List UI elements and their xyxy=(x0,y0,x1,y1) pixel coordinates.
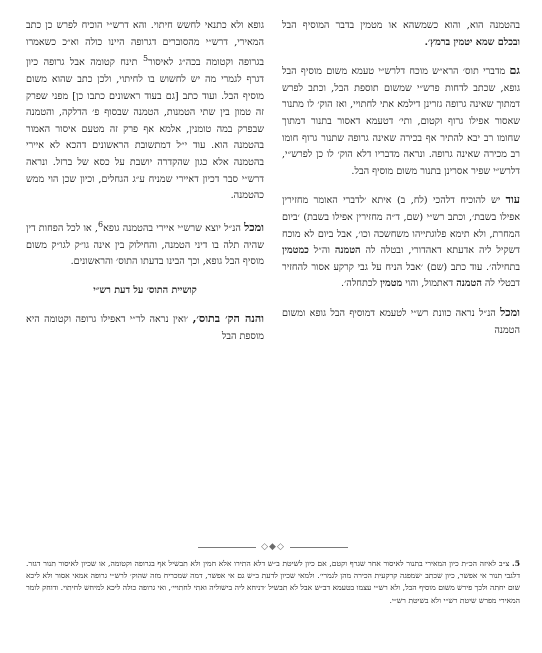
paragraph: בהטמנה הוא, והוא כשמשהא או מטמין בדבר המוסיף הבל ובכלם שמא יטמין ברמץ׳. xyxy=(282,20,520,48)
paragraph: עוד יש להוכיח דלהכי (לח, ב) איתא ׳לדברי האומר מחזירין אפילו בשבת׳, וכתב רש״י (שם, ד״ה מחזירין אפילו בשבת) ׳ביום המחרת, ולא תימא פלוגתייהו משחשכה וכו׳, אבל ביום לא מוכח דשקיל ליה אדעתא דאהדורי, ובטלה לה הטמנה וה״ל כמטמין בתחילה׳. עוד כתב (שם) ׳אבל הניח על גבי קרקע אסור להחזיר דבטלי לה הטמנה דאתמול, והוי מטמין לכתחלה׳. xyxy=(282,193,520,290)
right-column xyxy=(282,18,520,538)
ornamental-divider xyxy=(26,542,520,552)
diamond-ornament-icon: ◇◆◇ xyxy=(261,542,285,552)
footnote-ref[interactable]: 6 xyxy=(97,219,104,229)
divider-line xyxy=(290,547,348,548)
lead-word: עוד xyxy=(505,193,520,207)
paragraph: ומכל הנ״ל נראה כוונת רש״י לטעמא דמוסיף הבל גופא ומשום הטמנה xyxy=(282,305,520,336)
paragraph: ומכל הנ״ל יוצא שרש״י איירי בהטמנה גופא$^6$, או לכל הפחות דין שהיה תלה בו דיני הטמנה, והחילוק בין אינה גו״ק לגו״ק משום מוסיף הבל גופא, וכך הבינו בדעתו התוס׳ והראשונים. xyxy=(26,219,264,268)
bold-phrase: ובכלם שמא יטמין ברמץ׳. xyxy=(424,36,520,48)
lead-word: ומכל xyxy=(244,220,264,234)
footnote xyxy=(26,558,520,607)
footnote-number: 5. xyxy=(512,559,520,568)
section-heading: קושיית התוס׳ על דעת רש״י xyxy=(93,284,197,296)
lead-word: ומכל xyxy=(500,305,520,319)
lead-word: גם xyxy=(509,64,520,78)
paragraph: גופא ולא כתנאי לחשש חיתוי. והא דרש״י הוכיח לפרש כן כתב המאירי, דרש״י מהסוברים דגרופה היינו כולה וא״כ כשאמרו בגרופה וקטומה בכה״ג לאיסור$^5$ תינח קטומה אבל גרופה כיון דגרף לגמרי מה יש לחשוש בו לחיתוי, ולכן כתב שהוא משום מוסיף הבל. ועוד כתב [גם בעוד ראשונים כתבו כן] מפני שפרק זה טמון בין שתי הטמנות, הטמנה שבסוף פ׳ הדלקה, והטמנה שבפרק במה טומנין, אלמא אף פרק זה מטעם איסור האמור בהטמנה הוא. עוד י״ל דמתשובת הראשונים דהכא לא איירי בהטמנה אלא כגון שהקדרה יושבת על כסא של ברזל. ונראה דרש״י סבר דכיון דאיירי שמניח ע״ג הגחלים, וכיון שכן הוי ממש כהטמנה. xyxy=(26,20,264,202)
footnote-text: צ״ב לאיזה הכ״ת כיון המאירי בתנור לאיסור אחר שגרף וקטם, אם כיון לשיטת ב״ש דלא התירו אלא חמין ולא תבשיל אף בגרופה וקטומה, או שכיון לאיסור תנור דגזר. דלגבי תנור אי אפשר, כיון שכתב ׳שמפגה קרקעית הכירה מהן לגמרי׳. ולמאי שכיון לדעת ב״ש גם אי אפשר, דמה שמכריח מזה שהוק׳ לרש״י גרופה אמאי אסור ולא ליכא שום יחתה ולכך פירש משום מוסיף הבל, ולא רש״י עצמו בטעמא דב״ש אבל לא תבשיל ׳דניחא ליה בישוליה ואתי לחתויי׳, ואי גרופה כולה ליכא למיחש לחיתוי. ודוחק לומר המאירי מפרש שיטת רש״י ולא בשיטת רש״י. xyxy=(26,559,520,605)
paragraph: גם מדברי תוס׳ הרא״ש מוכח דלרש״י טעמא משום מוסיף הבל גופא, שכתב לדחות פרש״י שמשום תוספת הבל, וכתב לפרש דמתוך שאינה גרופה גזרינן דילמא אתי לחתויי, ואז הוק׳ לו מתנור שאסור אפילו גרוף וקטום, ותי׳ דטעמא דאסור בתנור דמתוך שחומו רב יבא להתיר אף בכירה שאינה גרופה שתנור גרוף חומו רב מכירה שאינה גרופה. ונראה מדבריו דלא הוק׳ לו כן לפרש״י, דלרש״י שפיר אסרינן בתנור משום מוסיף הבל. xyxy=(282,64,520,177)
divider-line xyxy=(198,547,256,548)
left-column xyxy=(26,18,264,538)
lead-word: והנה הק׳ בתוס׳, xyxy=(192,312,264,326)
two-column-body xyxy=(26,18,520,538)
footnote-ref[interactable]: 5 xyxy=(142,54,149,64)
paragraph: והנה הק׳ בתוס׳, ׳ואין נראה לר״י דאפילו גרופה וקטומה היא מוספת הבל xyxy=(26,312,264,342)
